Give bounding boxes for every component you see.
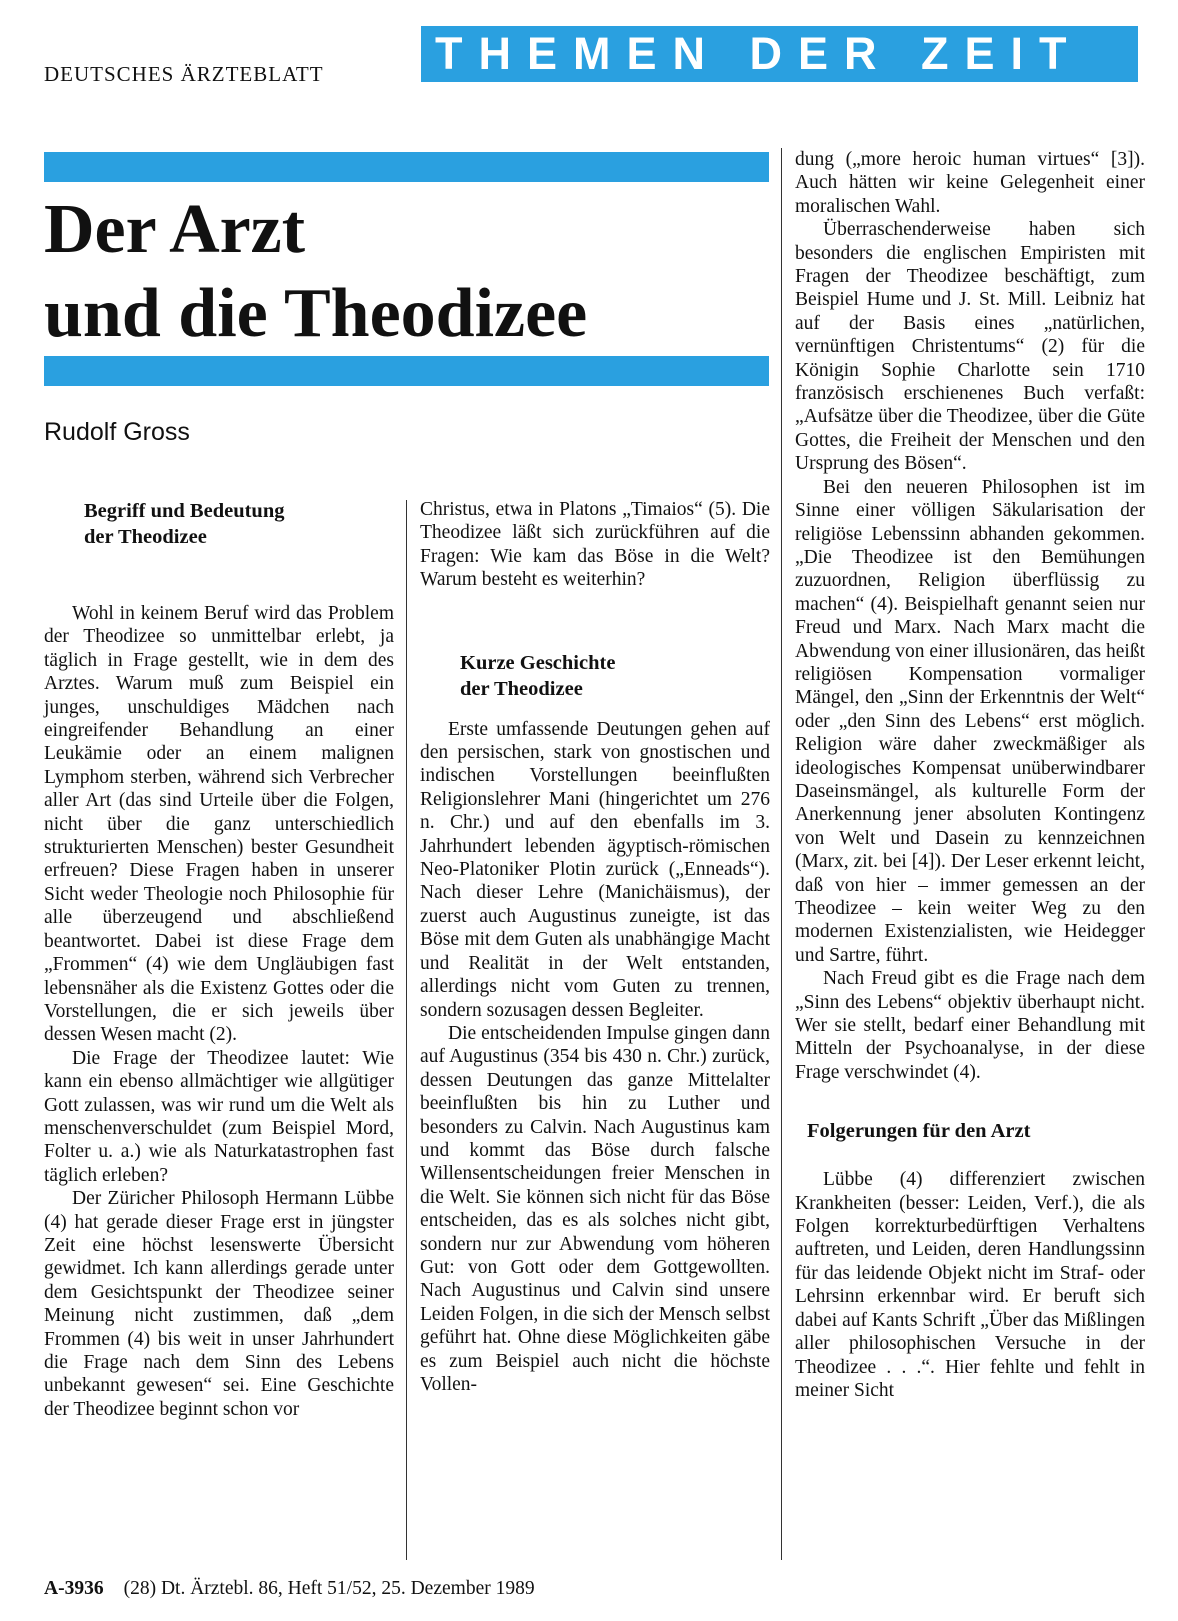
paragraph: Christus, etwa in Platons „Timaios“ (5). Die Theodizee läßt sich zurückführen auf die Fragen: Wie kam das Böse in die Welt? Warum besteht es weiterhin? bbox=[420, 499, 770, 591]
column-divider bbox=[781, 148, 782, 1560]
paragraph: Die Frage der Theodizee lautet: Wie kann ein ebenso allmächtiger wie allgütiger Gott zulassen, was wir rund um die Welt als menschenverschuldet (zum Beispiel Mord, Folter u. a.) wie als Naturkatastrophen fast täglich erleben? bbox=[44, 1047, 394, 1186]
column-divider bbox=[406, 500, 407, 1560]
paragraph: Bei den neueren Philosophen ist im Sinne einer völligen Säkularisation der religiöse Lebenssinn abhanden gekommen. „Die Theodizee ist den Bemühungen zuzuordnen, Religion überflüssig zu machen“ (4). Beispielhaft genannt seien nur Freud und Marx. Nach Marx macht die Abwendung von einer illusionären, das heißt religiösen Kompensation vormaliger Mängel, den „Sinn der Erkenntnis der Welt“ oder „den Sinn des Lebens“ erst möglich. Religion wäre daher zweckmäßiger als ideologisches Kompensat unüberwindbarer Daseinsmängel, als kulturelle Form der Anerkennung jener absoluten Kontingenz von Welt und Dasein zu kennzeichnen (Marx, zit. bei [4]). Der Leser erkennt leicht, daß von hier – immer gemessen an der Theodizee – kein weiter Weg zu den modernen Existenzialisten, wie Heidegger und Sartre, führt. bbox=[795, 476, 1145, 966]
column-1 bbox=[44, 498, 394, 1421]
paragraph: Überraschenderweise haben sich besonders die englischen Empiristen mit Fragen der Theodizee beschäftigt, zum Beispiel Hume und J. St. Mill. Leibniz hat auf der Basis eines „natürlichen, vernünftigen Christentums“ (2) für die Königin Sophie Charlotte sein 1710 französisch erschienenes Buch verfaßt: „Aufsätze über die Theodizee, über die Güte Gottes, die Freiheit der Menschen und den Ursprung des Bösen“. bbox=[795, 219, 1145, 475]
title-bar-bottom bbox=[44, 356, 769, 386]
title-bar-top bbox=[44, 152, 769, 182]
paragraph: Erste umfassende Deutungen gehen auf den persischen, stark von gnostischen und indischen Vorstellungen beeinflußten Religionslehrer Mani (hingerichtet um 276 n. Chr.) und auf den ebenfalls im 3. Jahrhundert lebenden ägyptisch-römischen Neo-Platoniker Plotin zurück („Enneads“). Nach dieser Lehre (Manichäismus), der zuerst auch Augustinus zuneigte, ist das Böse mit dem Guten als unabhängige Macht und Realität in der Welt entstanden, allerdings nicht vom Guten zu trennen, sondern sozusagen dessen Begleiter. bbox=[420, 718, 770, 1021]
section-banner: THEMEN DER ZEIT bbox=[421, 26, 1138, 82]
paragraph: Die entscheidenden Impulse gingen dann auf Augustinus (354 bis 430 n. Chr.) zurück, dessen Deutungen das ganze Mittelalter beeinflußten bis hin zu Luther und besonders zu Calvin. Nach Augustinus kam und kommt das Böse durch falsche Willensentscheidungen freier Menschen in die Welt. Sie können sich nicht für das Böse entscheiden, das es als solches nicht gibt, sondern nur zur Abwendung vom höheren Gut: von Gott oder dem Gottgewollten. Nach Augustinus und Calvin sind unsere Leiden Folgen, in die sich der Mensch selbst geführt hat. Ohne diese Möglichkeiten gäbe es zum Beispiel auch nicht die höchste Vollen- bbox=[420, 1022, 770, 1395]
heading-line: der Theodizee bbox=[84, 526, 207, 548]
paragraph: Nach Freud gibt es die Frage nach dem „Sinn des Lebens“ objektiv überhaupt nicht. Wer sie stellt, bedarf einer Behandlung mit Mitteln der Psychoanalyse, in der diese Frage verschwindet (4). bbox=[795, 968, 1145, 1083]
article-title bbox=[44, 188, 784, 356]
section-heading-2 bbox=[420, 650, 770, 702]
section-heading-1 bbox=[44, 498, 394, 550]
paragraph: dung („more heroic human virtues“ [3]). Auch hätten wir keine Gelegenheit einer moralischen Wahl. bbox=[795, 149, 1145, 217]
author-name: Rudolf Gross bbox=[44, 418, 190, 446]
paragraph: Wohl in keinem Beruf wird das Problem der Theodizee so unmittelbar erlebt, ja täglich in Frage gestellt, wie in dem des Arztes. Warum muß zum Beispiel ein junges, unschuldiges Mädchen nach eingreifender Behandlung an einer Leukämie oder an einem malignen Lymphom sterben, während sich Verbrecher aller Art (das sind Urteile über die Folgen, nicht über die ganz unterschiedlich strukturierten Menschen) bester Gesundheit erfreuen? Diese Fragen haben in unserer Sicht weder Theologie noch Philosophie für alle überzeugend und abschließend beantwortet. Dabei ist diese Frage dem „Frommen“ (4) wie dem Ungläubigen fast lebensnäher als die Existenz Gottes oder die Vorstellungen, die er sich jeweils über dessen Wesen macht (2). bbox=[44, 603, 394, 1046]
section-heading-3: Folgerungen für den Arzt bbox=[807, 1120, 1031, 1143]
page-footer bbox=[44, 1578, 535, 1600]
heading-line: Kurze Geschichte bbox=[460, 651, 616, 674]
paragraph: Lübbe (4) differenziert zwischen Krankheiten (besser: Leiden, Verf.), die als Folgen korrekturbedürftigen Verhaltens auftreten, und Leiden, deren Handlungssinn für das leidende Objekt nicht im Straf- oder Lehrsinn erkennbar wird. Er beruft sich dabei auf Kants Schrift „Über das Mißlingen aller philosophischen Versuche in der Theodizee . . .“. Hier fehlte und fehlt in meiner Sicht bbox=[795, 1169, 1145, 1401]
heading-line: Begriff und Bedeutung bbox=[84, 500, 285, 522]
title-line-2: und die Theodizee bbox=[44, 275, 588, 352]
citation: (28) Dt. Ärztebl. 86, Heft 51/52, 25. Dezember 1989 bbox=[123, 1578, 535, 1599]
column-2 bbox=[420, 498, 770, 1396]
column-3 bbox=[795, 148, 1145, 1402]
title-line-1: Der Arzt bbox=[44, 191, 306, 268]
paragraph: Der Züricher Philosoph Hermann Lübbe (4) hat gerade dieser Frage erst in jüngster Zeit eine höchst lesenswerte Übersicht gewidmet. Ich kann allerdings gerade unter dem Gesichtspunkt der Theodizee seiner Meinung nicht zustimmen, daß „dem Frommen (4) bis weit in unser Jahrhundert die Frage nach dem Sinn des Lebens unbekannt gewesen“ sei. Eine Geschichte der Theodizee beginnt schon vor bbox=[44, 1188, 394, 1420]
journal-masthead: DEUTSCHES ÄRZTEBLATT bbox=[44, 62, 324, 86]
page-number: A-3936 bbox=[44, 1578, 104, 1599]
heading-line: der Theodizee bbox=[460, 677, 583, 700]
